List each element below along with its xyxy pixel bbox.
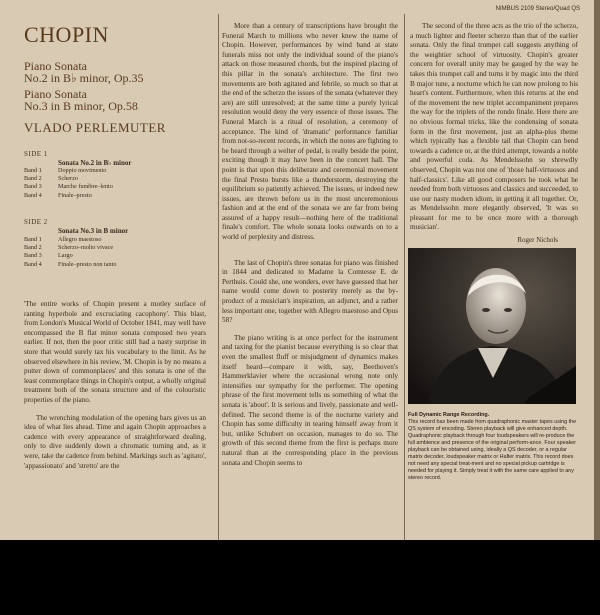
- column-divider: [404, 14, 405, 540]
- work-subtitle: No.3 in B minor, Op.58: [24, 99, 138, 113]
- performer-name: VLADO PERLEMUTER: [24, 120, 166, 135]
- side-2-work: Sonata No.3 in B minor: [58, 227, 129, 235]
- notes-column-3: [410, 22, 578, 232]
- notes-column-1: [24, 300, 206, 540]
- track-item: Band 2 Scherzo: [24, 175, 78, 183]
- track-item: Band 4 Finale–presto: [24, 191, 92, 199]
- side-1-tracklist: [24, 167, 113, 200]
- side-2-tracklist: [24, 236, 116, 269]
- notes-paragraph: The last of Chopin's three sonatas for piano was finished in 1844 and dedicated to Madame la Comtesse E. de Perthuis. Could she, one wonders, ever have guessed that her name would come down to posterity merely as the by-product of a musician's inspiration, an adjunct, and a rather less important one, together with Allegro maestoso and Opus 58?: [222, 258, 398, 325]
- catalog-number: NIMBUS 2109 Stereo/Quad QS: [495, 6, 580, 12]
- performer-portrait-image: [408, 248, 576, 404]
- column-divider: [218, 14, 219, 540]
- side-2-label: SIDE 2: [24, 218, 48, 226]
- work-title: Piano Sonata: [24, 59, 87, 73]
- track-item: Band 4 Finale–presto non tanto: [24, 260, 117, 268]
- notes-paragraph: 'The entire works of Chopin present a motley surface of ranting hyperbole and excruciating cacophony'. This blast, from London's Musical World of October 1841, may well have encompassed the B flat minor sonata composed two years earlier. If not, then the poor critic still had a nasty surprise in store that would surely tax his vocabulary to the limit. As he observed elsewhere in his review, 'M. Chopin is by no means a putter down of commonplaces' and this sonata is one of the least commonplace things in Chopin's output, a wholly original treatment both of the sonata structure and of the colouristic properties of the piano.: [24, 300, 206, 404]
- track-item: Band 3 Marche funèbre–lento: [24, 183, 113, 191]
- track-item: Band 1 Doppio movimento: [24, 167, 107, 174]
- recording-caption: [408, 412, 578, 482]
- notes-paragraph: The second of the three acts as the trio of the scherzo, a much lighter and fleeter scherzo than that of the earlier sonata. Only the final trumpet call suggests anything of the weightier school of virtuosity. Chopin's greater concern for overall unity may be gauged by the way he takes this trumpet call and turns it by magic into the third B major tune, a nocturne which he can now prolong to his heart's content. Furthermore, when this returns at the end of the movement the new triplet accompaniment prepares the way for the triplets of the rondo finale. Here there are no obvious formal tricks, like the condensing of sonata form in the first movement, just an alpha-plus theme which typically has a flexible tail that Chopin can bend towards a cadence or, at the third attempt, towards a noble and powerful coda. As Mendelssohn so shrewdly observed, Chopin was not one of 'those half-virtuosos and half-classics'. Like all good composers he took what he needed from both virtuosos and classics and succeeded, to use our nasty modern idiom, in getting it all together. Or, as Mendelssohn more elegantly observed, 'It was so pleasant for me to be once more with a thorough musician'.: [410, 22, 578, 232]
- side-1-work: Sonata No.2 in B♭ minor: [58, 159, 132, 167]
- notes-author: Roger Nichols: [517, 236, 558, 244]
- caption-text: This record has been made from quadraphonic master tapes using the QS system of encoding. Stereo playback will give enhanced depth.: [408, 419, 577, 432]
- side-1-label: SIDE 1: [24, 150, 48, 158]
- caption-heading: Full Dynamic Range Recording.: [408, 412, 490, 418]
- work-title: Piano Sonata: [24, 87, 87, 101]
- notes-paragraph: More than a century of transcriptions have brought the Funeral March to millions who never knew the name of Chopin. However, performances by wind band at state funerals miss not only the individual sound of the piano's attack on those measured chords, but the inspired placing of this pillar in the sonata's architecture. The first two movements are both agitated and febrile, so much so that at the end of the scherzo the issues of the sonata (whatever they are) are still unresolved; at the same time a purely lyrical resolution would deny the very essence of those issues. The Funeral March is a ritual of resolution, a ceremony of acceptance. The kind of 'dramatic' performance familiar from not-so-recent records, in which the notes are fighting to be heard through a welter of pedal, is really beside the point, exciting though it may have been in the concert hall. The point is that upon this deliberate and ceremonial movement the final Presto bursts like a thunderstorm, destroying the equilibrium so patiently achieved. The issues, or indeed new issues, are thrown before us in the most unceremonious fashion and at the end of the sonata we are far from being assured of a happy result—nothing here of the traditional finale's comfort. The whole sonata looks outwards on to a world of perplexity and distress.: [222, 22, 398, 242]
- track-item: Band 3 Largo: [24, 252, 73, 260]
- performer-photo: [408, 248, 576, 404]
- notes-column-2: [222, 22, 398, 540]
- notes-paragraph: The wrenching modulation of the opening bars gives us an idea of what lies ahead. Time and again Chopin approaches a cadence with every appearance of straightforward dealing, only to dive suddenly down a chromatic turning and, as it were, take the cadence from behind. Markings such as 'agitato', 'appassionato' and 'stretto' are the: [24, 413, 206, 470]
- work-subtitle: No.2 in B♭ minor, Op.35: [24, 71, 144, 85]
- notes-paragraph: The piano writing is at once perfect for the instrument and taxing for the pianist because everything is so clear that even the smallest fluff or misjudgment of dynamics makes itself heard—compare it with, say, Beethoven's Hammerklavier where the occasional wrong note only intensifies our sympathy for the performer. The opening phrase of the first movement tells us something of what the sonata is 'about'. It is serious and lively, passionate and well-defined. The second theme is of the nocturne variety and Chopin has some difficulty in tearing himself away from it but, unlike Schubert on occasion, manages to do so. The growth of this second theme from the first is perhaps more natural than at the corresponding place in the previous sonata and Chopin seems to: [222, 333, 398, 467]
- track-item: Band 1 Allegro maestoso: [24, 236, 102, 243]
- composer-title: CHOPIN: [24, 22, 109, 47]
- track-item: Band 2 Scherzo–molto vivace: [24, 244, 114, 252]
- caption-text: Quadraphonic playback through four loudspeakers will re-produce the full ambience and presence of the original perform-ance. Four speaker playback can be obtained using, ideally a QS decoder, or a regular matrix decoder, loudspeaker matrix or Hafler matrix. This record does not need any special treat-ment and no special pickup cartridge is needed for playing it. Simply treat it with the same care applied to any stereo record.: [408, 433, 577, 481]
